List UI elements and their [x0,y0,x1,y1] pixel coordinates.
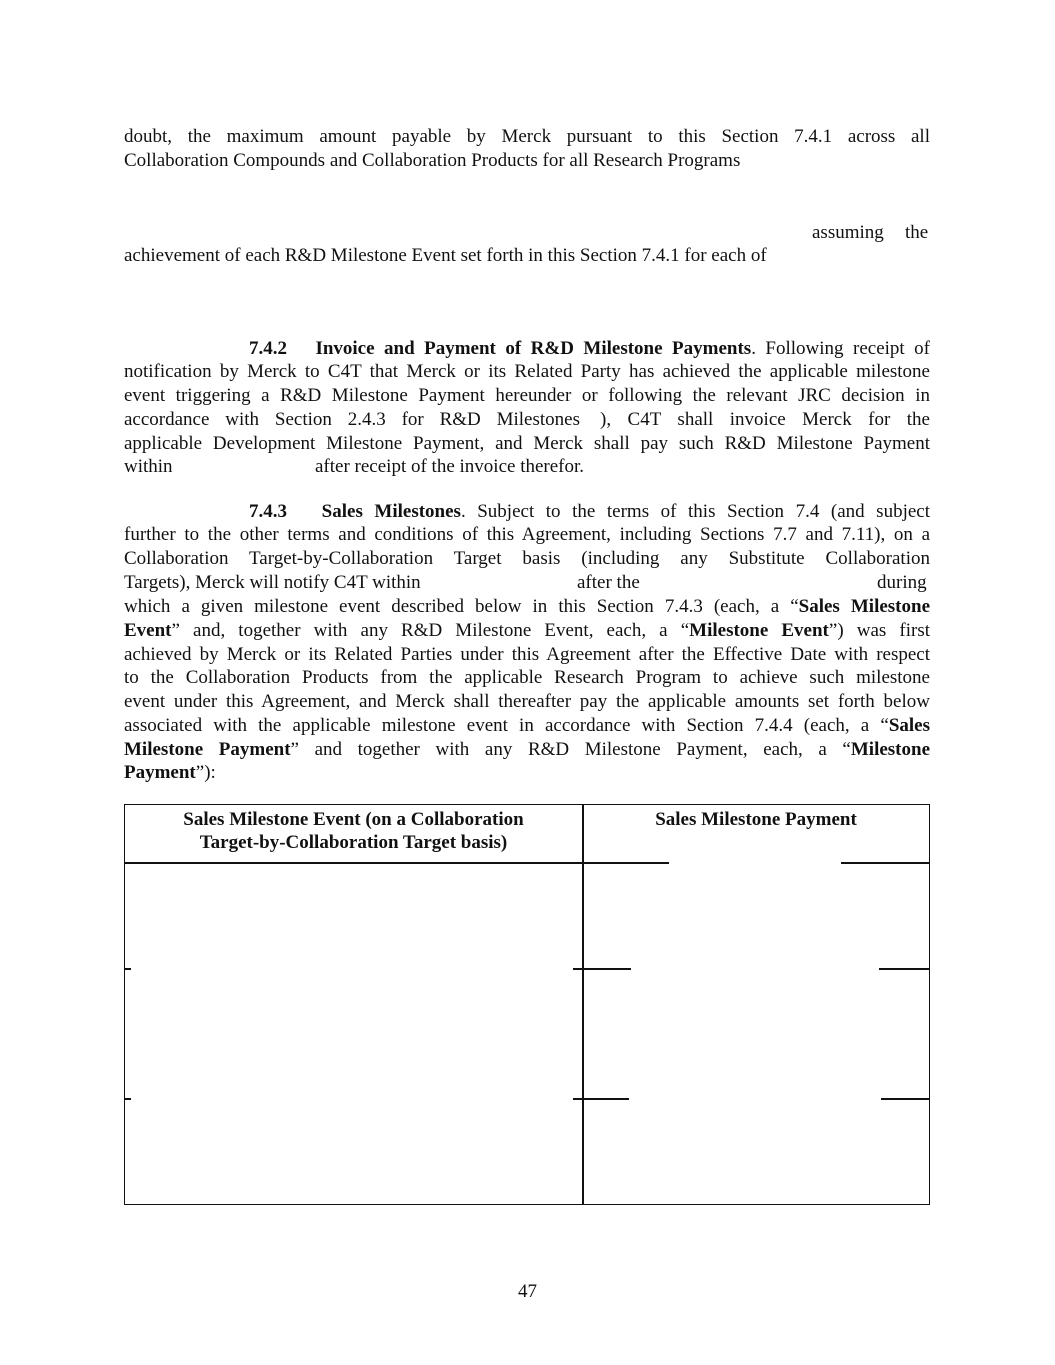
section-743-line-9: event under this Agreement, and Merck shall thereafter pay the applicable amounts set forth below [124,691,930,712]
table-row-rule-2-right [881,1098,929,1100]
section-743-line-4b: after the [577,572,640,593]
section-742-line-4a: accordance with Section 2.4.3 for R&D Milestones [124,409,580,430]
section-743-line-6-end: ”) was first [828,620,930,641]
section-743-line-7: achieved by Merck or its Related Parties under this Agreement after the Effective Date with respect [124,644,930,665]
section-743-line-1 [249,500,930,523]
section-742-heading: Invoice and Payment of R&D Milestone Payments [315,338,752,359]
section-743-line-12-end: ”): [195,762,216,783]
table-column-divider [582,805,584,1204]
top-paragraph-the: the [905,222,929,243]
table-row-rule-2-mid [573,1098,629,1100]
section-743-line-5-text: which a given milestone event described below in this Section 7.4.3 (each, a “ [124,596,799,617]
section-742-line-2: notification by Merck to C4T that Merck or its Related Party has achieved the applicable milestone [124,361,930,382]
term-sales: Sales [888,715,930,736]
table-row-rule-1-right [879,968,929,970]
section-743-line-6 [124,619,930,642]
section-743-line-1-rest: . Subject to the terms of this Section 7.4 (and subject [460,501,931,522]
section-742-line-1 [249,337,930,360]
section-743-line-4a: Targets), Merck will notify C4T within [124,572,421,593]
top-paragraph-line-2: Collaboration Compounds and Collaboration Products for all Research Programs [124,150,741,171]
page-number: 47 [518,1281,537,1302]
table-row-rule-1-left [125,968,131,970]
top-paragraph-line-4: achievement of each R&D Milestone Event set forth in this Section 7.4.1 for each of [124,245,767,266]
table-row-rule-2-left [125,1098,131,1100]
section-743-line-10-text: associated with the applicable milestone event in accordance with Section 7.4.4 (each, a “ [124,715,889,736]
table-header-rule-right-b [841,862,929,864]
term-milestone-payment: Milestone Payment [124,739,291,760]
section-742-within: within [124,456,173,477]
term-event: Event [124,620,172,641]
section-743-line-2: further to the other terms and conditions of this Agreement, including Sections 7.7 and 7.11), on a [124,524,930,545]
section-743-line-6-text: ” and, together with any R&D Milestone Event, each, a “ [171,620,690,641]
section-743-heading: Sales Milestones [321,501,461,522]
section-743-line-8: to the Collaboration Products from the applicable Research Program to achieve such milestone [124,667,930,688]
term-milestone: Milestone [850,739,931,760]
section-743-line-11 [124,738,930,761]
table-header-event-line-1: Sales Milestone Event (on a Collaboration [183,809,524,830]
sales-milestone-table [124,804,930,1205]
table-header-rule-right-a [583,862,669,864]
section-742-line-6b: after receipt of the invoice therefor. [315,456,585,477]
section-743-number: 7.4.3 [249,501,287,522]
table-header-payment: Sales Milestone Payment [655,809,857,830]
term-milestone-event: Milestone Event [689,620,829,641]
section-742-line-1-rest: . Following receipt of [751,338,930,359]
section-743-line-10 [124,714,930,737]
top-paragraph-line-1: doubt, the maximum amount payable by Merck pursuant to this Section 7.4.1 across all [124,126,930,147]
term-payment: Payment [124,762,196,783]
section-743-line-11-text: ” and together with any R&D Milestone Payment, each, a “ [290,739,851,760]
section-742-line-3: event triggering a R&D Milestone Payment hereunder or following the relevant JRC decision in [124,385,930,406]
section-743-line-12 [124,761,216,784]
section-742-line-4b: ), C4T shall invoice Merck for the [600,409,930,430]
table-header-event [125,808,582,854]
term-sales-milestone: Sales Milestone [798,596,931,617]
section-742-line-5: applicable Development Milestone Payment, and Merck shall pay such R&D Milestone Payment [124,433,930,454]
table-header-event-line-2: Target-by-Collaboration Target basis) [199,832,508,853]
section-743-line-5 [124,595,930,618]
table-row-rule-1-mid [573,968,631,970]
table-header-rule-left [125,862,582,864]
section-742-number: 7.4.2 [249,338,287,359]
top-paragraph-assuming: assuming [812,222,884,243]
section-743-line-4c: during [877,572,927,593]
section-743-line-3: Collaboration Target-by-Collaboration Target basis (including any Substitute Collaboration [124,548,930,569]
